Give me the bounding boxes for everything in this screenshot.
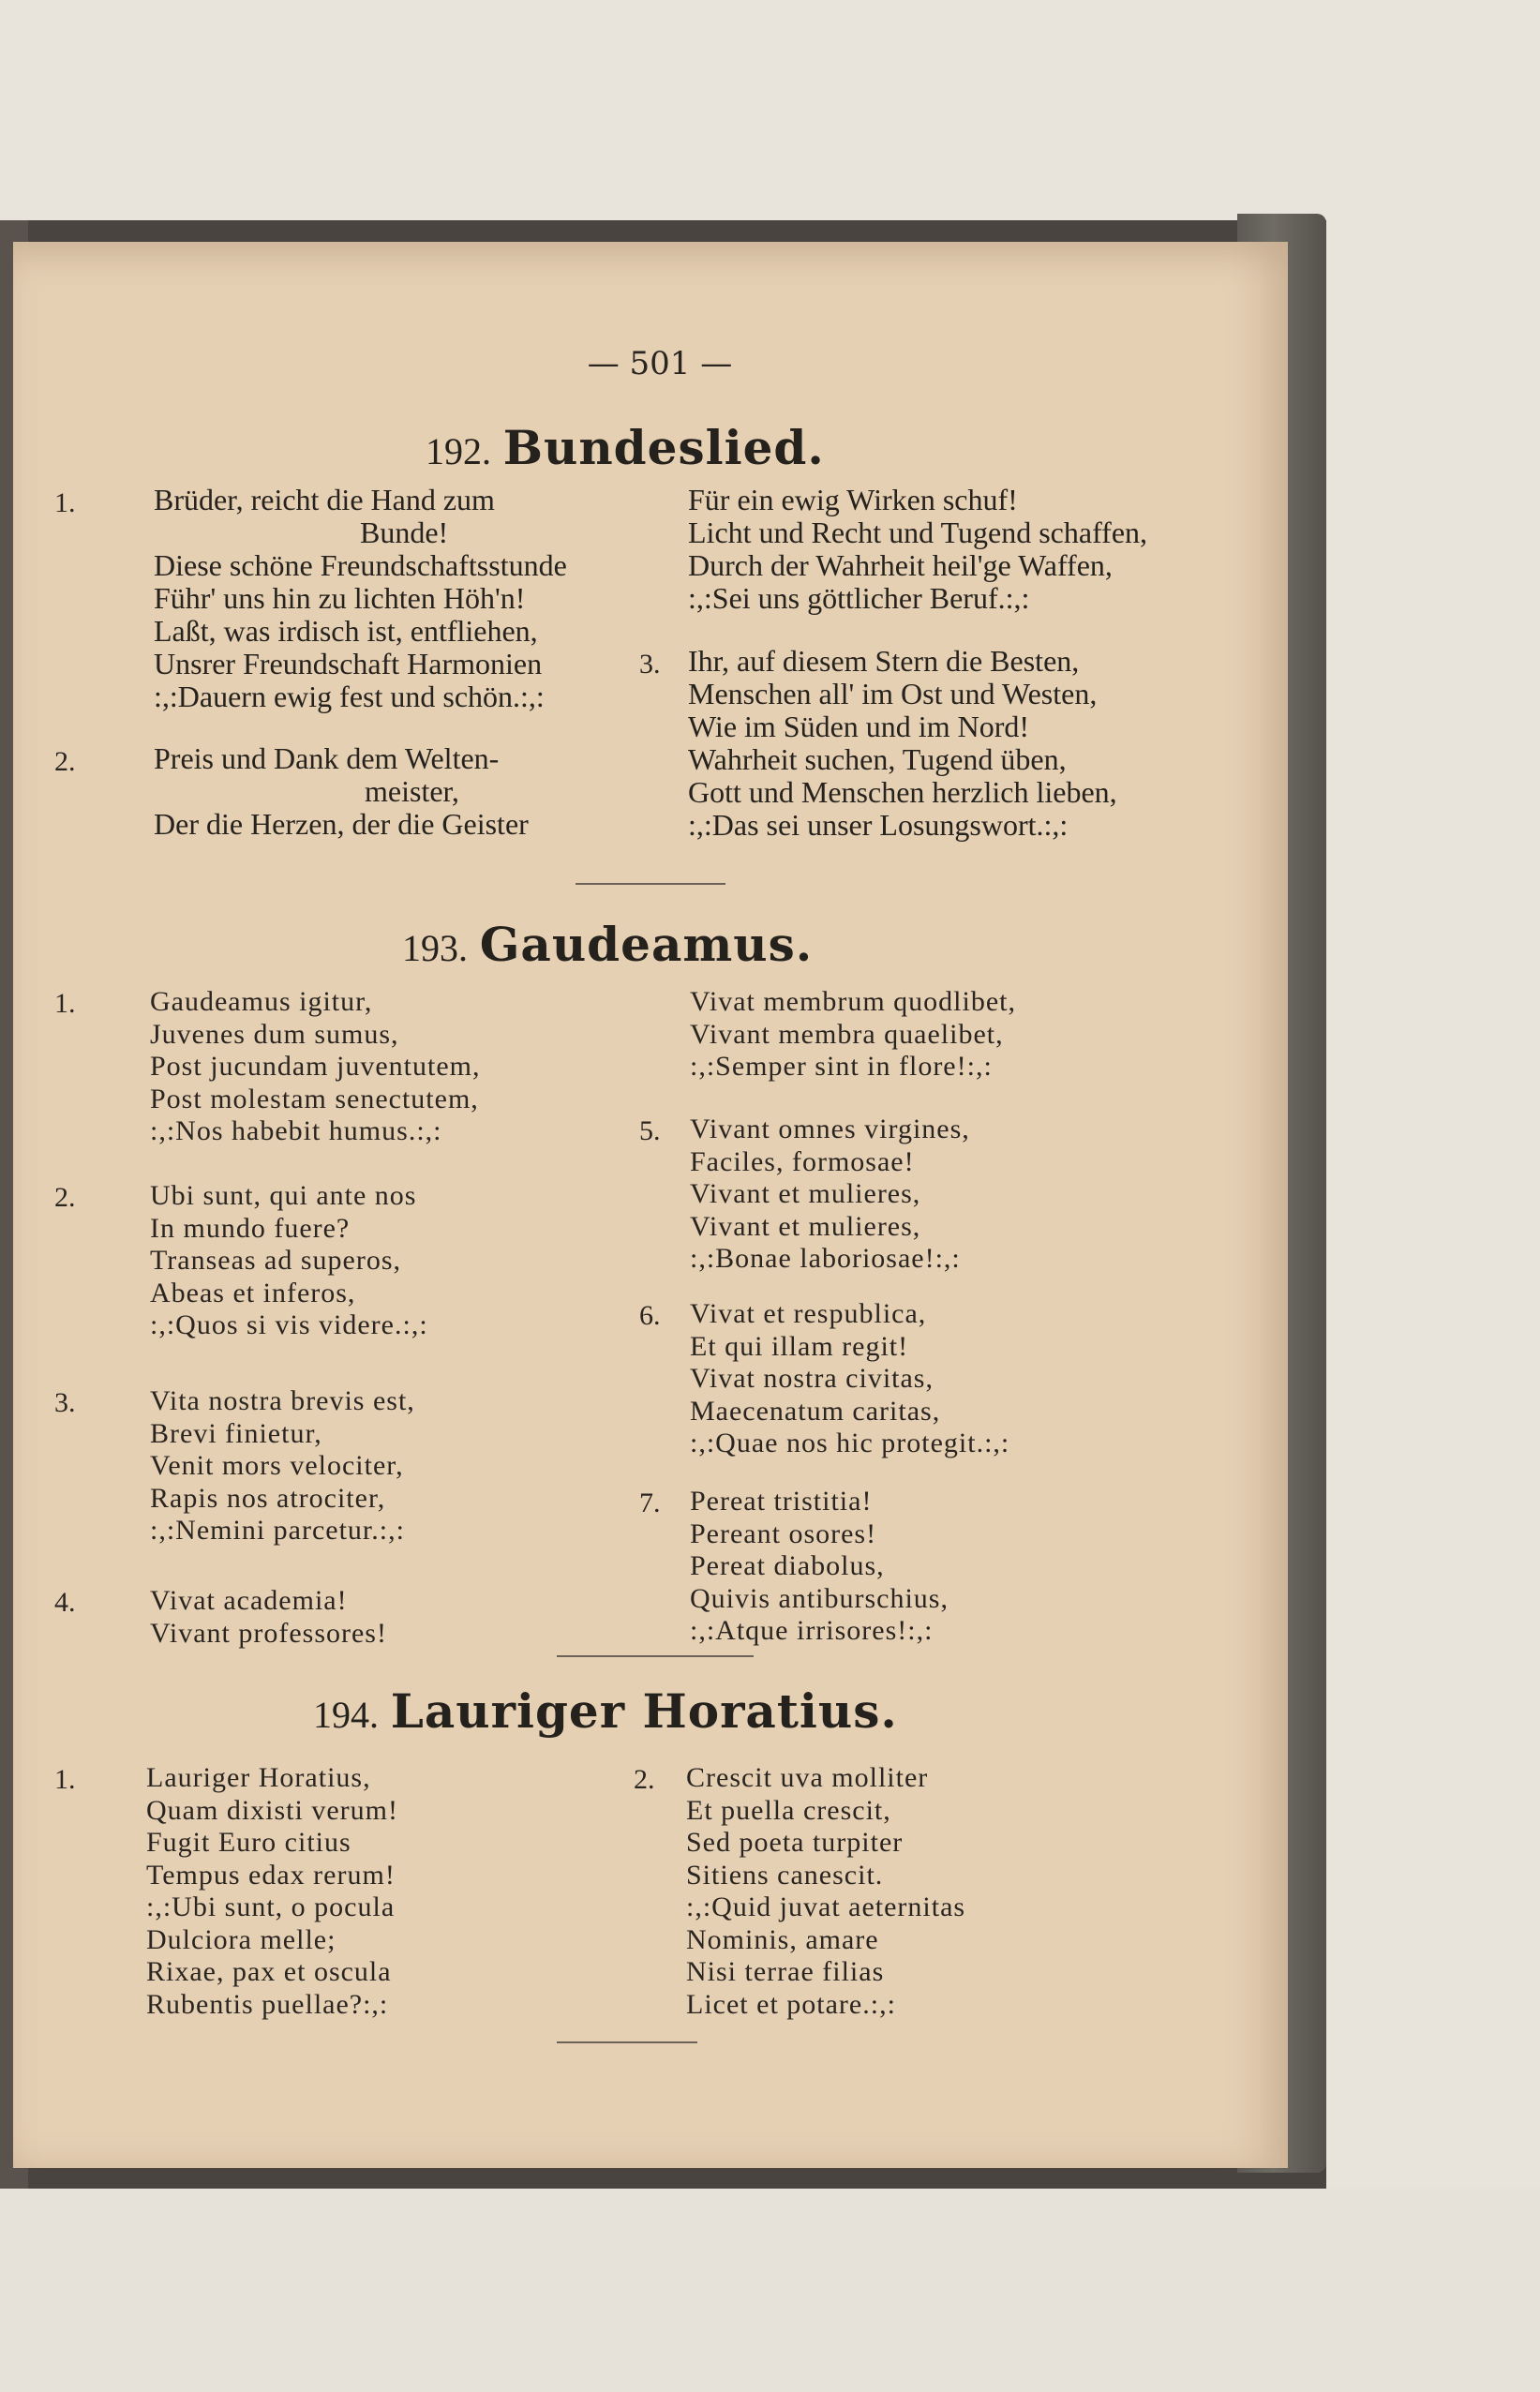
song-title: Bundeslied. [502,420,825,475]
verse-line: Gaudeamus igitur, [150,986,373,1017]
section-divider [576,883,725,885]
verse-line: Dulciora melle; [146,1923,336,1955]
verse-line: Tempus edax rerum! [146,1859,396,1891]
verse-line: Juvenes dum sumus, [150,1018,399,1050]
song-number: 192. [426,430,491,472]
scan-background-top [0,0,1540,220]
verse-line: Brevi finietur, [150,1417,322,1449]
verse-block [690,1298,1009,1460]
verse-line: :,:Dauern ewig fest und schön.:,: [154,680,545,713]
verse-line: :,:Ubi sunt, o pocula [146,1891,396,1922]
verse-line: Vivat et respublica, [690,1298,927,1329]
verse-number: 1. [54,988,76,1019]
verse-line: Maecenatum caritas, [690,1395,941,1427]
verse-block [154,742,529,841]
verse-line: Nominis, amare [686,1923,879,1955]
verse-line: :,:Nos habebit humus.:,: [150,1115,442,1146]
verse-number: 3. [639,649,661,680]
verse-line: Rubentis puellae?:,: [146,1988,389,2020]
verse-line: Vivat academia! [150,1585,348,1616]
verse-line: Pereat diabolus, [690,1550,885,1581]
verse-line: Menschen all' im Ost und Westen, [688,677,1098,710]
verse-line: Et puella crescit, [686,1794,891,1826]
verse-line: :,:Nemini parcetur.:,: [150,1515,405,1546]
scan-background-right [1326,220,1540,2189]
verse-line: Der die Herzen, der die Geister [154,807,529,841]
verse-line: Faciles, formosae! [690,1145,915,1177]
verse-block [150,1180,428,1342]
verse-line: meister, [365,774,459,808]
verse-number: 7. [639,1488,661,1518]
verse-line: Crescit uva molliter [686,1762,929,1793]
verse-line: Durch der Wahrheit heil'ge Waffen, [688,548,1113,582]
verse-number: 2. [634,1764,655,1795]
verse-line: Preis und Dank dem Welten- [154,741,500,775]
verse-block [146,1762,398,2021]
verse-line: Pereant osores! [690,1517,877,1549]
verse-line: :,:Das sei unser Losungswort.:,: [688,808,1069,842]
book-page [13,242,1288,2168]
verse-line: :,:Quid juvat aeternitas [686,1891,966,1922]
verse-line: Vivant membra quaelibet, [690,1018,1004,1050]
verse-block [150,986,480,1148]
verse-number: 3. [54,1387,76,1418]
verse-line: Vivant omnes virgines, [690,1114,970,1144]
verse-line: Ubi sunt, qui ante nos [150,1180,417,1211]
verse-number: 2. [54,746,76,777]
verse-line: Führ' uns hin zu lichten Höh'n! [154,581,526,615]
verse-line: :,:Sei uns göttlicher Beruf.:,: [688,581,1030,615]
scan-background-bottom [0,2189,1540,2392]
verse-number: 5. [639,1115,661,1146]
verse-line: Für ein ewig Wirken schuf! [688,483,1018,516]
verse-line: :,:Semper sint in flore!:,: [690,1051,993,1082]
verse-line: Brüder, reicht die Hand zum [154,483,495,516]
verse-continuation [690,986,1016,1084]
verse-line: Quivis antiburschius, [690,1582,949,1614]
verse-line: Rixae, pax et oscula [146,1956,392,1987]
song-heading-193 [402,917,813,972]
verse-line: Bunde! [360,516,449,549]
verse-line: Pereat tristitia! [690,1486,873,1517]
verse-line: Laßt, was irdisch ist, entfliehen, [154,614,538,648]
song-title: Gaudeamus. [479,917,814,972]
verse-line: Rapis nos atrociter, [150,1482,386,1514]
verse-line: Et qui illam regit! [690,1330,909,1362]
verse-line: :,:Quae nos hic protegit.:,: [690,1428,1010,1458]
section-divider [557,1655,754,1657]
verse-block [686,1762,965,2021]
verse-block [150,1585,387,1650]
song-title: Lauriger Horatius. [390,1683,898,1739]
verse-number: 1. [54,487,76,518]
verse-line: Sed poeta turpiter [686,1827,904,1858]
verse-continuation [688,484,1147,615]
section-divider [557,2041,697,2043]
verse-line: Post molestam senectutem, [150,1083,479,1114]
verse-line: Licht und Recht und Tugend schaffen, [688,516,1148,549]
song-number: 193. [402,927,468,969]
song-number: 194. [313,1694,379,1736]
verse-line: Sitiens canescit. [686,1859,884,1891]
verse-block [688,645,1117,842]
verse-line: Lauriger Horatius, [146,1762,371,1793]
song-heading-192 [426,420,825,475]
verse-line: Venit mors velociter, [150,1450,404,1481]
verse-line: Gott und Menschen herzlich lieben, [688,775,1117,809]
verse-number: 2. [54,1182,76,1213]
verse-line: Vita nostra brevis est, [150,1385,415,1416]
page-number: — 501 — [587,345,733,382]
verse-line: Vivat nostra civitas, [690,1363,934,1394]
song-heading-194 [313,1683,898,1739]
verse-line: Unsrer Freundschaft Harmonien [154,647,543,680]
verse-line: Transeas ad superos, [150,1245,402,1276]
verse-line: Abeas et inferos, [150,1277,356,1308]
verse-line: :,:Quos si vis videre.:,: [150,1309,428,1340]
verse-line: Wie im Süden und im Nord! [688,710,1029,743]
verse-line: Nisi terrae filias [686,1956,885,1987]
verse-line: Vivant et mulieres, [690,1210,921,1242]
verse-line: Quam dixisti verum! [146,1794,398,1826]
verse-block [150,1385,415,1547]
verse-line: Licet et potare.:,: [686,1988,896,2020]
verse-line: Fugit Euro citius [146,1827,351,1858]
verse-line: :,:Bonae laboriosae!:,: [690,1243,961,1274]
verse-line: :,:Atque irrisores!:,: [690,1615,934,1646]
verse-line: Post jucundam juventutem, [150,1051,481,1082]
verse-line: In mundo fuere? [150,1212,351,1244]
verse-line: Ihr, auf diesem Stern die Besten, [688,644,1080,678]
verse-line: Vivant et mulieres, [690,1178,921,1209]
verse-line: Wahrheit suchen, Tugend üben, [688,742,1067,776]
verse-line: Vivat membrum quodlibet, [690,986,1016,1017]
verse-line: Diese schöne Freundschaftsstunde [154,548,567,582]
verse-number: 6. [639,1300,661,1331]
verse-block [690,1486,949,1648]
verse-line: Vivant professores! [150,1617,387,1649]
verse-block [154,484,567,713]
verse-block [690,1114,970,1276]
verse-number: 1. [54,1764,76,1795]
verse-number: 4. [54,1587,76,1618]
